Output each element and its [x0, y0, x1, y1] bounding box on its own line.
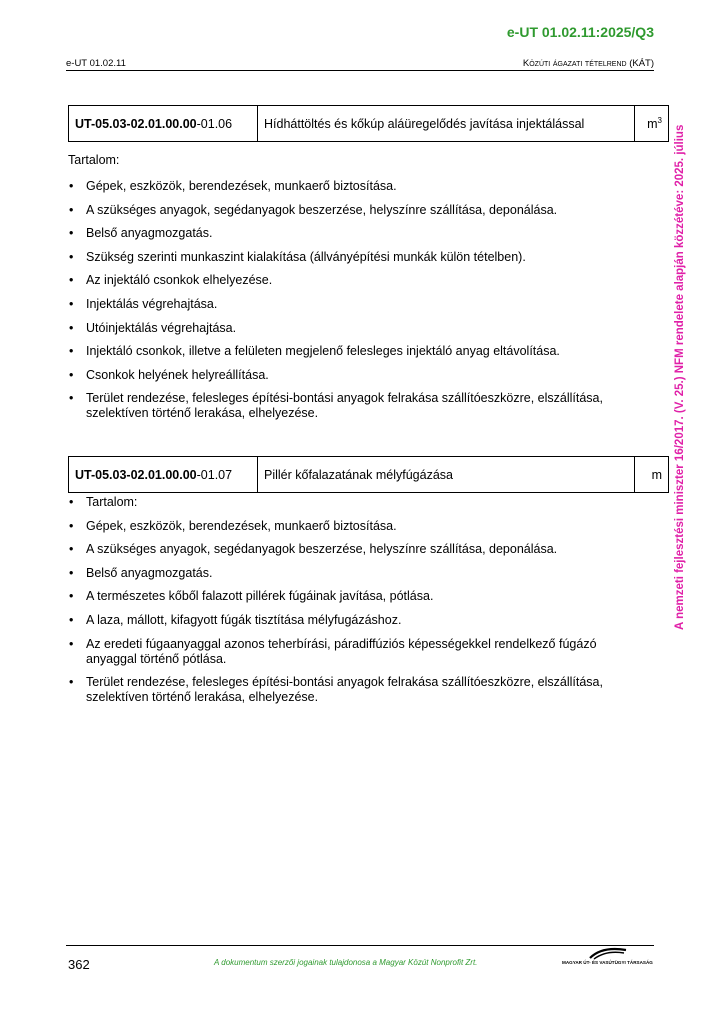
copyright-note: A dokumentum szerzői jogainak tulajdonosa a Magyar Közút Nonprofit Zrt.	[214, 958, 478, 967]
document-code: e-UT 01.02.11:2025/Q3	[506, 24, 654, 40]
list-item: • Belső anyagmozgatás.	[68, 226, 638, 241]
item-unit: $m^3$	[635, 106, 669, 142]
list-item: • Az injektáló csonkok elhelyezése.	[68, 273, 638, 288]
logo-swoosh-icon	[588, 946, 628, 960]
item-code	[69, 457, 258, 493]
item-intro: Tartalom:	[68, 153, 120, 167]
item-bullet-list-01-07	[68, 495, 638, 714]
list-item: • Terület rendezése, felesleges építési-bontási anyagok felrakása szállítóeszközre, elszállítása, szelektíven történő lerakása, elhelyezése.	[68, 675, 638, 705]
item-table-01-07	[68, 456, 669, 493]
item-unit: m	[635, 457, 669, 493]
publication-note: A nemzeti fejlesztési miniszter 16/2017. (V. 25.) NFM rendelete alapján közzétéve: 2025. július	[674, 124, 686, 630]
item-code-suffix: -01.07	[196, 467, 233, 482]
item-title: Hídháttöltés és kőkúp aláüregelődés javítása injektálással	[258, 106, 635, 142]
list-item: • Az eredeti fúgaanyaggal azonos teherbírási, páradiffúziós képességekkel rendelkező fúgázó anyaggal történő pótlása.	[68, 637, 638, 667]
list-item: • Tartalom:	[68, 495, 638, 510]
item-code	[69, 106, 258, 142]
item-title: Pillér kőfalazatának mélyfúgázása	[258, 457, 635, 493]
item-code-main: UT-05.03-02.01.00.00	[75, 116, 197, 131]
list-item: • A szükséges anyagok, segédanyagok beszerzése, helyszínre szállítása, deponálása.	[68, 542, 638, 557]
list-item: • Belső anyagmozgatás.	[68, 566, 638, 581]
list-item: • Injektálás végrehajtása.	[68, 297, 638, 312]
header-doc-id: e-UT 01.02.11	[66, 58, 126, 69]
list-item: • Gépek, eszközök, berendezések, munkaerő biztosítása.	[68, 179, 638, 194]
list-item: • Terület rendezése, felesleges építési-bontási anyagok felrakása szállítóeszközre, elszállítása, szelektíven történő lerakása, elhelyezése.	[68, 391, 638, 421]
item-bullet-list-01-06	[68, 179, 638, 430]
list-item: • Injektáló csonkok, illetve a felületen megjelenő felesleges injektáló anyag eltávolítása.	[68, 344, 638, 359]
organization-logo	[562, 946, 656, 970]
list-item: • A természetes kőből falazott pillérek fúgáinak javítása, pótlása.	[68, 589, 638, 604]
item-code-suffix: -01.06	[196, 116, 233, 131]
page-number: 362	[68, 957, 90, 972]
item-code-main: UT-05.03-02.01.00.00	[75, 467, 197, 482]
list-item: • Csonkok helyének helyreállítása.	[68, 368, 638, 383]
list-item: • Szükség szerinti munkaszint kialakítása (állványépítési munkák külön tételben).	[68, 250, 638, 265]
list-item: • A laza, mállott, kifagyott fúgák tisztítása mélyfugázáshoz.	[68, 613, 638, 628]
logo-text: MAGYAR ÚT- ÉS VASÚTÜGYI TÁRSASÁG	[562, 960, 653, 965]
item-table-01-06	[68, 105, 669, 142]
list-item: • Utóinjektálás végrehajtása.	[68, 321, 638, 336]
header-divider	[66, 70, 654, 71]
list-item: • A szükséges anyagok, segédanyagok beszerzése, helyszínre szállítása, deponálása.	[68, 203, 638, 218]
header-doc-title: Közúti ágazati tételrend (KÁT)	[522, 58, 654, 69]
list-item: • Gépek, eszközök, berendezések, munkaerő biztosítása.	[68, 519, 638, 534]
